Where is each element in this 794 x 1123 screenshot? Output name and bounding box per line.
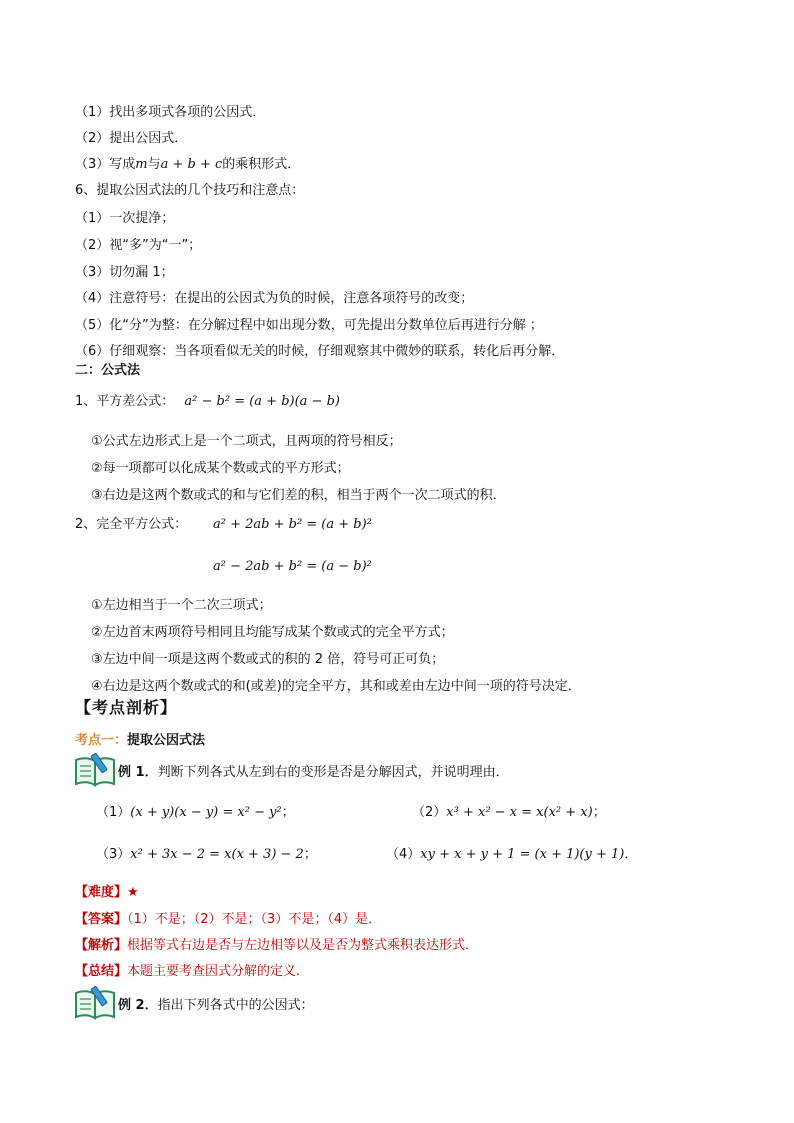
- example-2-text: 指出下列各式中的公因式：: [157, 998, 314, 1013]
- explain-row: [75, 937, 478, 955]
- perfect-note: ①左边相当于一个二次三项式；: [91, 598, 272, 613]
- point-1-label: 考点一：: [75, 733, 128, 748]
- diff-squares-label: 1、平方差公式：: [75, 394, 175, 409]
- step-1: （1）找出多项式各项的公因式．: [75, 105, 266, 120]
- item-end: ．: [624, 847, 638, 862]
- summary-text: 本题主要考查因式分解的定义．: [127, 964, 310, 979]
- tip-item: （6）仔细观察：当各项看似无关的时候，仔细观察其中微妙的联系，转化后再分解．: [75, 344, 565, 359]
- diff-note: ①公式左边形式上是一个二项式，且两项的符号相反；: [91, 434, 402, 449]
- answer-label: 【答案】: [75, 912, 128, 927]
- item-end: ；: [303, 847, 317, 862]
- point-1-heading: [75, 732, 205, 750]
- tip-item: （4）注意符号：在提出的公因式为负的时候，注意各项符号的改变；: [75, 291, 474, 306]
- formula-section-title: 二：公式法: [75, 363, 141, 378]
- summary-row: [75, 963, 309, 981]
- example-1-label: 例 1．: [118, 765, 158, 780]
- item-num: （3）: [96, 847, 131, 862]
- step-3-pre: （3）写成: [75, 157, 136, 172]
- item-end: ；: [281, 805, 295, 820]
- step-3-m: m: [135, 157, 148, 172]
- tip-item: （2）视“多”为“一”；: [75, 238, 202, 253]
- analysis-title: 【考点剖析】: [75, 698, 178, 717]
- step-3-mid: 与: [147, 157, 161, 172]
- example-2: [118, 997, 314, 1015]
- perfect-note: ②左边首末两项符号相同且均能写成某个数或式的完全平方式；: [91, 625, 454, 640]
- perfect-square-formula-1: a² + 2ab + b² = (a + b)²: [213, 517, 372, 532]
- item-num: （4）: [386, 847, 421, 862]
- diff-squares-formula: a² − b² = (a + b)(a − b): [184, 394, 340, 409]
- perfect-square-label: 2、完全平方公式：: [75, 517, 188, 532]
- explain-label: 【解析】: [75, 938, 128, 953]
- item-expr: (x + y)(x − y) = x² − y²: [130, 805, 282, 820]
- perfect-note: ④右边是这两个数或式的和(或差)的完全平方，其和或差由左边中间一项的符号决定．: [91, 679, 581, 694]
- summary-label: 【总结】: [75, 964, 128, 979]
- item-expr: xy + x + y + 1 = (x + 1)(y + 1): [420, 847, 625, 862]
- step-3-post: 的乘积形式．: [222, 157, 301, 172]
- item-num: （2）: [412, 805, 447, 820]
- book-pencil-icon: [72, 985, 118, 1025]
- example-1-item: [386, 846, 637, 864]
- example-2-label: 例 2．: [118, 998, 158, 1013]
- step-3: [75, 156, 300, 174]
- difficulty-row: [75, 884, 139, 902]
- difficulty-star-icon: ★: [127, 885, 139, 900]
- example-1-item: [96, 846, 317, 864]
- tip-item: （5）化“分”为整：在分解过程中如出现分数，可先提出分数单位后再进行分解 ；: [75, 318, 543, 333]
- item-expr: x³ + x² − x = x(x² + x): [446, 805, 593, 820]
- tips-title: 6、提取公因式法的几个技巧和注意点：: [75, 183, 305, 198]
- perfect-note: ③左边中间一项是这两个数或式的积的 2 倍，符号可正可负；: [91, 652, 445, 667]
- step-2: （2）提出公因式．: [75, 131, 188, 146]
- item-end: ；: [592, 805, 606, 820]
- explain-text: 根据等式右边是否与左边相等以及是否为整式乘积表达形式．: [127, 938, 479, 953]
- book-pencil-icon: [72, 752, 118, 792]
- difficulty-label: 【难度】: [75, 885, 128, 900]
- example-1-text: 判断下列各式从左到右的变形是否是分解因式，并说明理由．: [157, 765, 509, 780]
- example-1-item: [412, 804, 606, 822]
- answer-text: （1）不是；（2）不是；（3）不是；（4）是．: [127, 912, 382, 927]
- example-1-item: [96, 804, 295, 822]
- diff-note: ③右边是这两个数或式的和与它们差的积，相当于两个一次二项式的积．: [91, 488, 506, 503]
- step-3-expr: a + b + c: [160, 157, 223, 172]
- perfect-square-formula-2: a² − 2ab + b² = (a − b)²: [213, 559, 372, 574]
- diff-squares-row: [75, 393, 340, 411]
- point-1-text: 提取公因式法: [127, 733, 206, 748]
- example-1: [118, 764, 509, 782]
- item-num: （1）: [96, 805, 131, 820]
- item-expr: x² + 3x − 2 = x(x + 3) − 2: [130, 847, 304, 862]
- answer-row: [75, 911, 381, 929]
- diff-note: ②每一项都可以化成某个数或式的平方形式；: [91, 461, 350, 476]
- tip-item: （3）切勿漏 1；: [75, 265, 174, 280]
- tip-item: （1）一次提净；: [75, 211, 175, 226]
